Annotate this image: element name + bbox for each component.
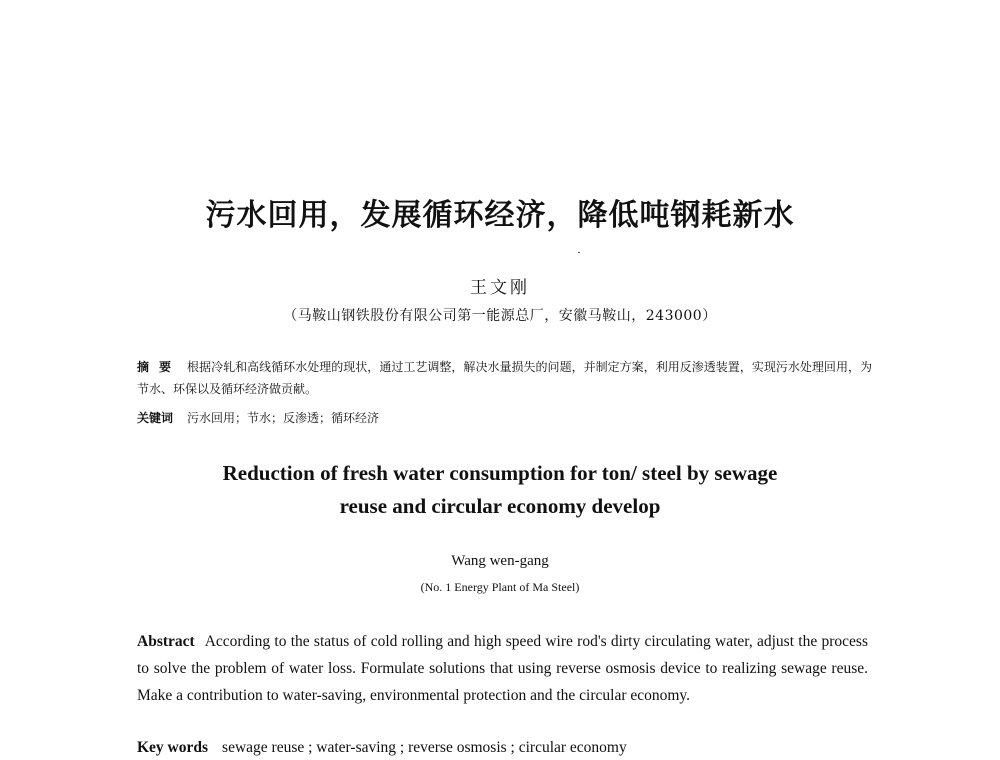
english-abstract-label: Abstract [137,633,195,650]
chinese-affiliation: （马鞍山钢铁股份有限公司第一能源总厂，安徽马鞍山，243000） [283,308,717,324]
chinese-abstract [137,356,872,400]
english-affiliation: (No. 1 Energy Plant of Ma Steel) [420,580,580,594]
chinese-abstract-label: 摘要 [137,360,182,374]
english-keywords [137,737,868,759]
english-author: Wang wen-gang [451,553,549,569]
english-abstract [137,628,868,709]
chinese-keywords [137,408,872,428]
chinese-title: 污水回用，发展循环经济，降低吨钢耗新水 [205,198,795,233]
english-keywords-label: Key words [137,739,209,756]
english-title-line-1: Reduction of fresh water consumption for ton/ steel by sewage [222,461,778,485]
scan-speck [578,252,580,253]
chinese-keywords-text: 污水回用；节水；反渗透；循环经济 [187,411,380,425]
english-keywords-text: sewage reuse ; water-saving ; reverse osmosis ; circular economy [222,739,627,756]
chinese-author: 王文刚 [470,278,530,298]
chinese-keywords-label: 关键词 [137,411,174,425]
english-title-line-2: reuse and circular economy develop [339,494,661,518]
english-title [0,457,1000,523]
chinese-abstract-text: 根据冷轧和高线循环水处理的现状，通过工艺调整，解决水量损失的问题，并制定方案，利用反渗透装置，实现污水处理回用，为节水、环保以及循环经济做贡献。 [137,360,872,396]
english-abstract-text: According to the status of cold rolling and high speed wire rod's dirty circulating water, adjust the process to solve the problem of water loss. Formulate solutions that using reverse osmosis device to realizing sewage reuse. Make a contribution to water-saving, environmental protection and the circular economy. [137,633,868,704]
